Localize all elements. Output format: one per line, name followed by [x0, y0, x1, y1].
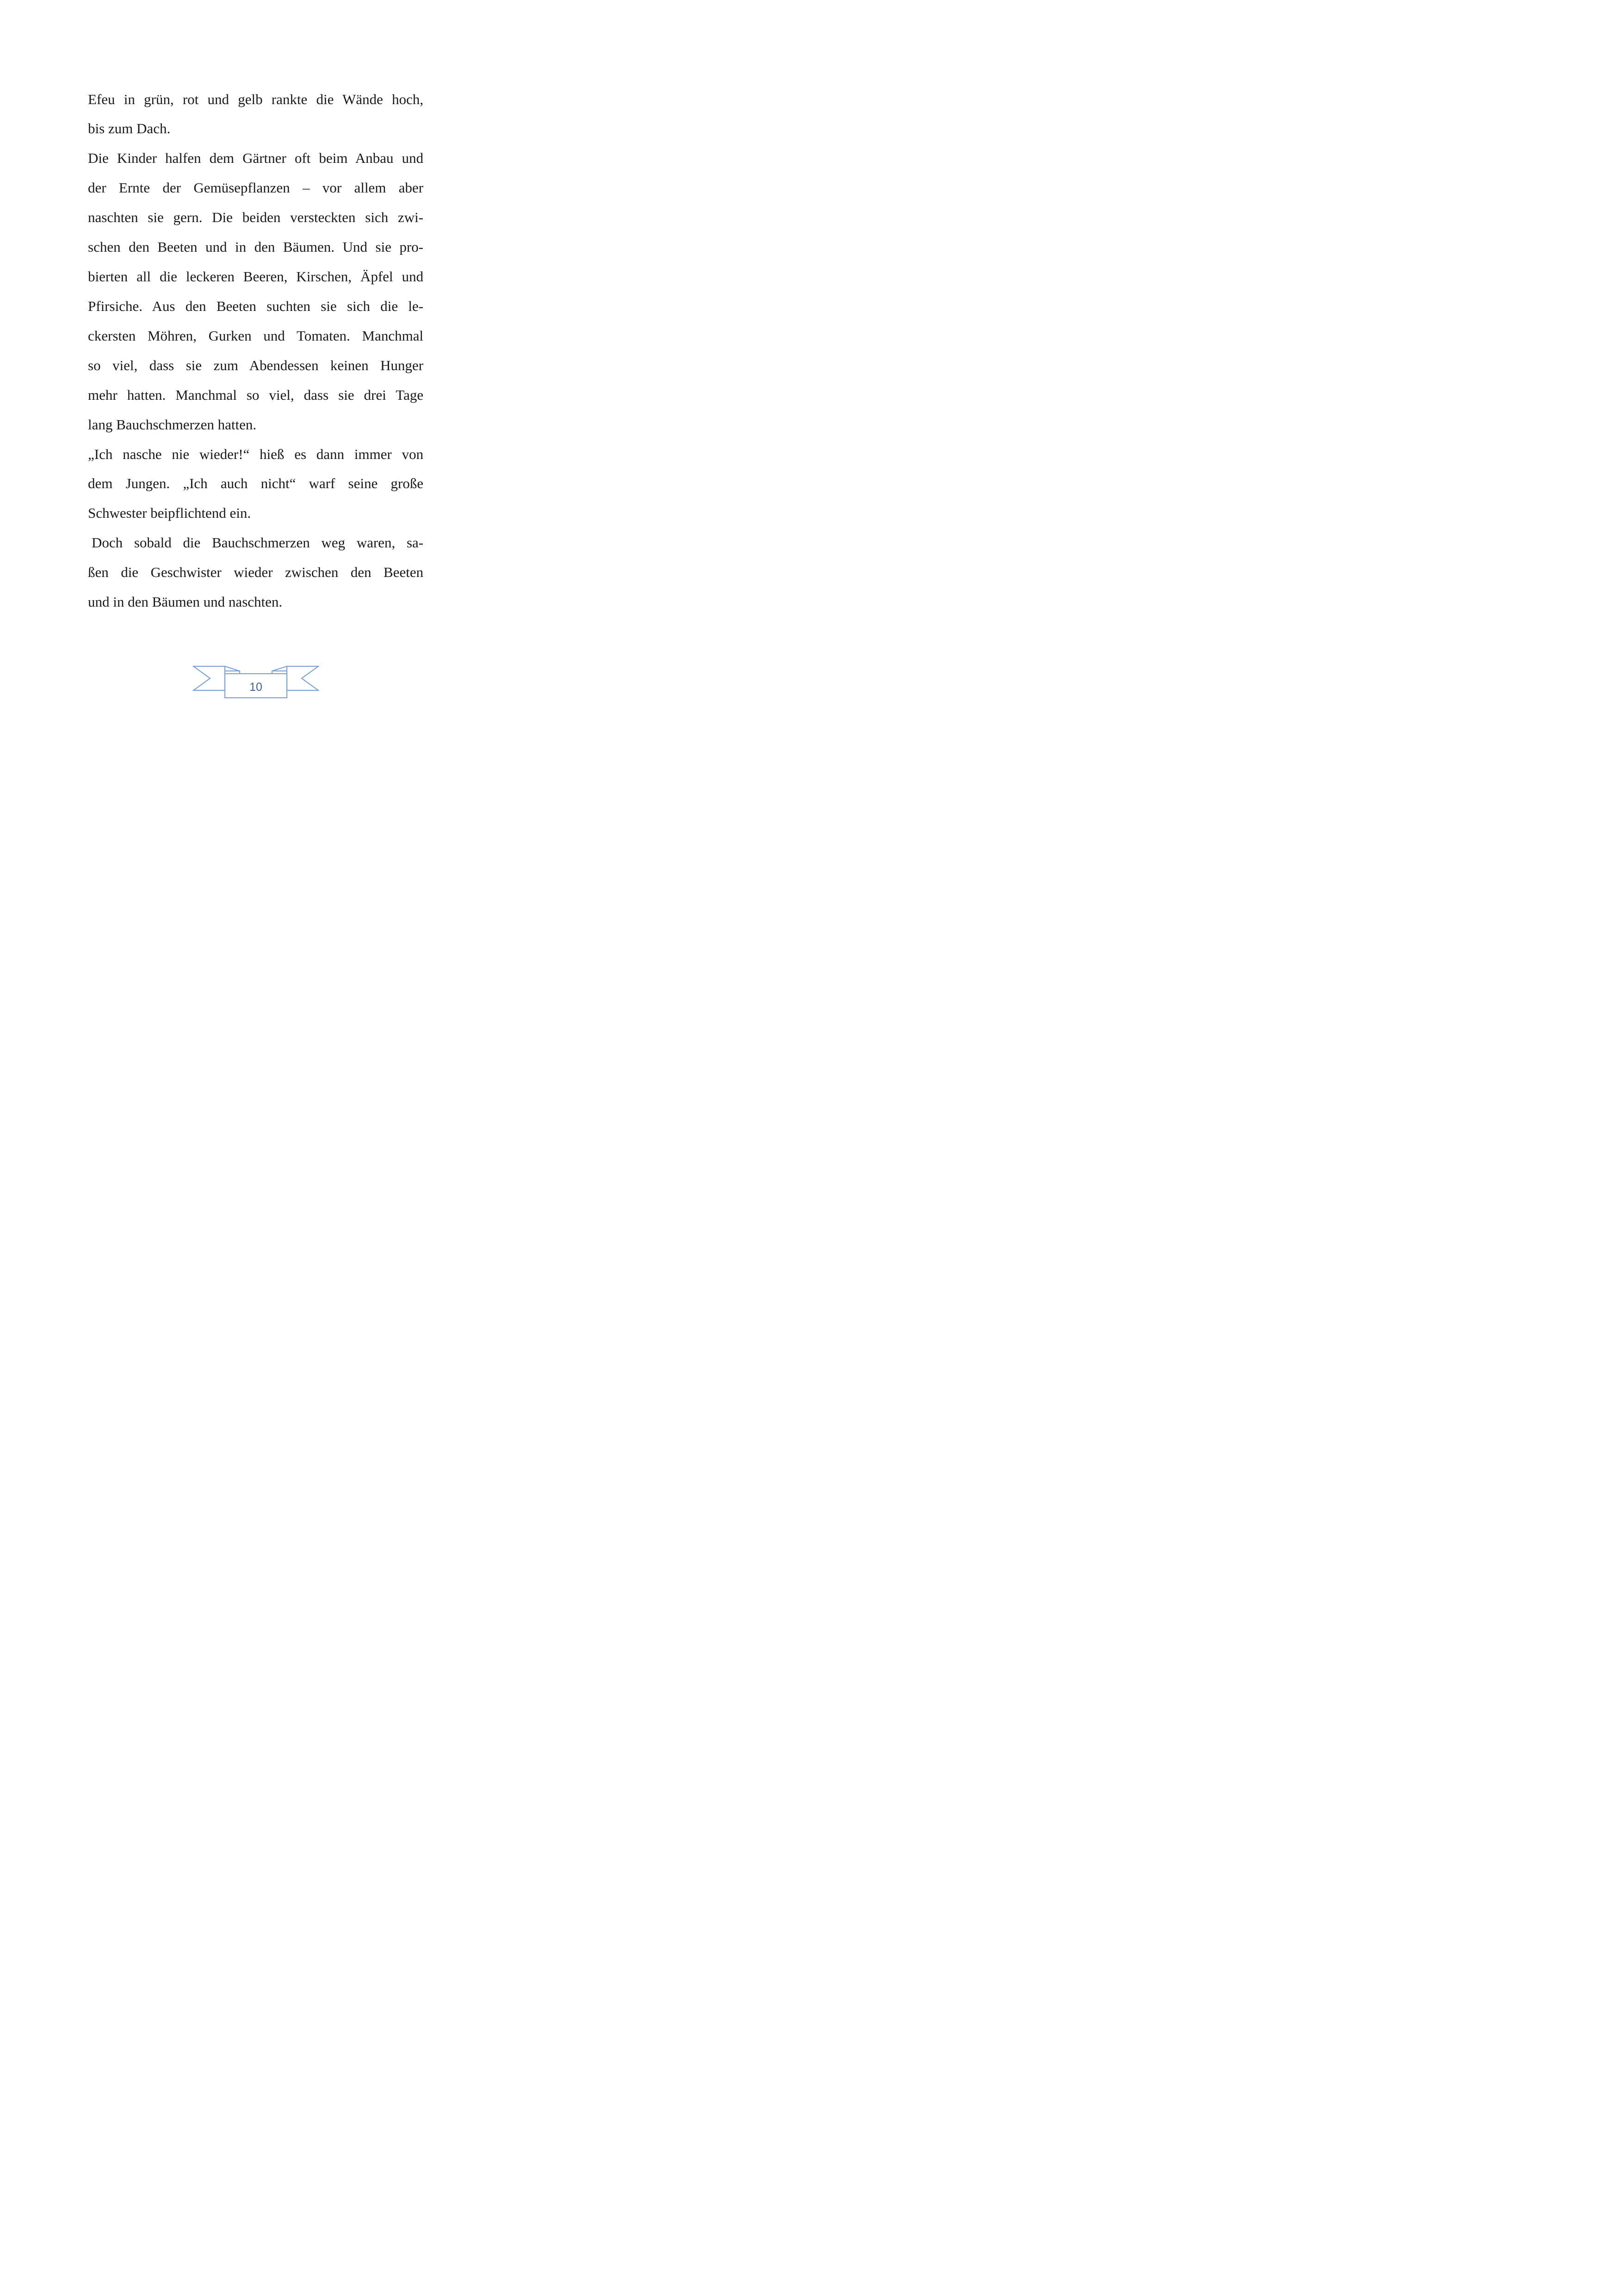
text-line: Efeu in grün, rot und gelb rankte die Wände hoch,: [88, 91, 423, 107]
text-line: bierten all die leckeren Beeren, Kirschen, Äpfel und: [88, 268, 423, 285]
text-line: bis zum Dach.: [88, 120, 171, 137]
text-line: der Ernte der Gemüsepflanzen – vor allem aber: [88, 180, 423, 196]
text-line: schen den Beeten und in den Bäumen. Und sie pro-: [88, 239, 423, 255]
page-number: 10: [249, 681, 262, 694]
text-line: „Ich nasche nie wieder!“ hieß es dann immer von: [88, 446, 423, 462]
text-line: Pfirsiche. Aus den Beeten suchten sie sich die le-: [88, 298, 423, 314]
text-line: und in den Bäumen und naschten.: [88, 594, 283, 610]
text-line: lang Bauchschmerzen hatten.: [88, 416, 257, 433]
text-line: dem Jungen. „Ich auch nicht“ warf seine große: [88, 475, 423, 491]
text-line: Die Kinder halfen dem Gärtner oft beim Anbau und: [88, 150, 423, 166]
text-line: ßen die Geschwister wieder zwischen den Beeten: [88, 564, 423, 580]
text-line: naschten sie gern. Die beiden versteckten sich zwi-: [88, 209, 423, 225]
text-line: Schwester beipflichtend ein.: [88, 505, 251, 521]
book-page: [0, 0, 508, 721]
text-line: Doch sobald die Bauchschmerzen weg waren, sa-: [92, 534, 423, 551]
text-line: so viel, dass sie zum Abendessen keinen Hunger: [88, 357, 423, 373]
text-line: mehr hatten. Manchmal so viel, dass sie drei Tage: [88, 387, 423, 403]
text-line: ckersten Möhren, Gurken und Tomaten. Manchmal: [88, 328, 423, 344]
